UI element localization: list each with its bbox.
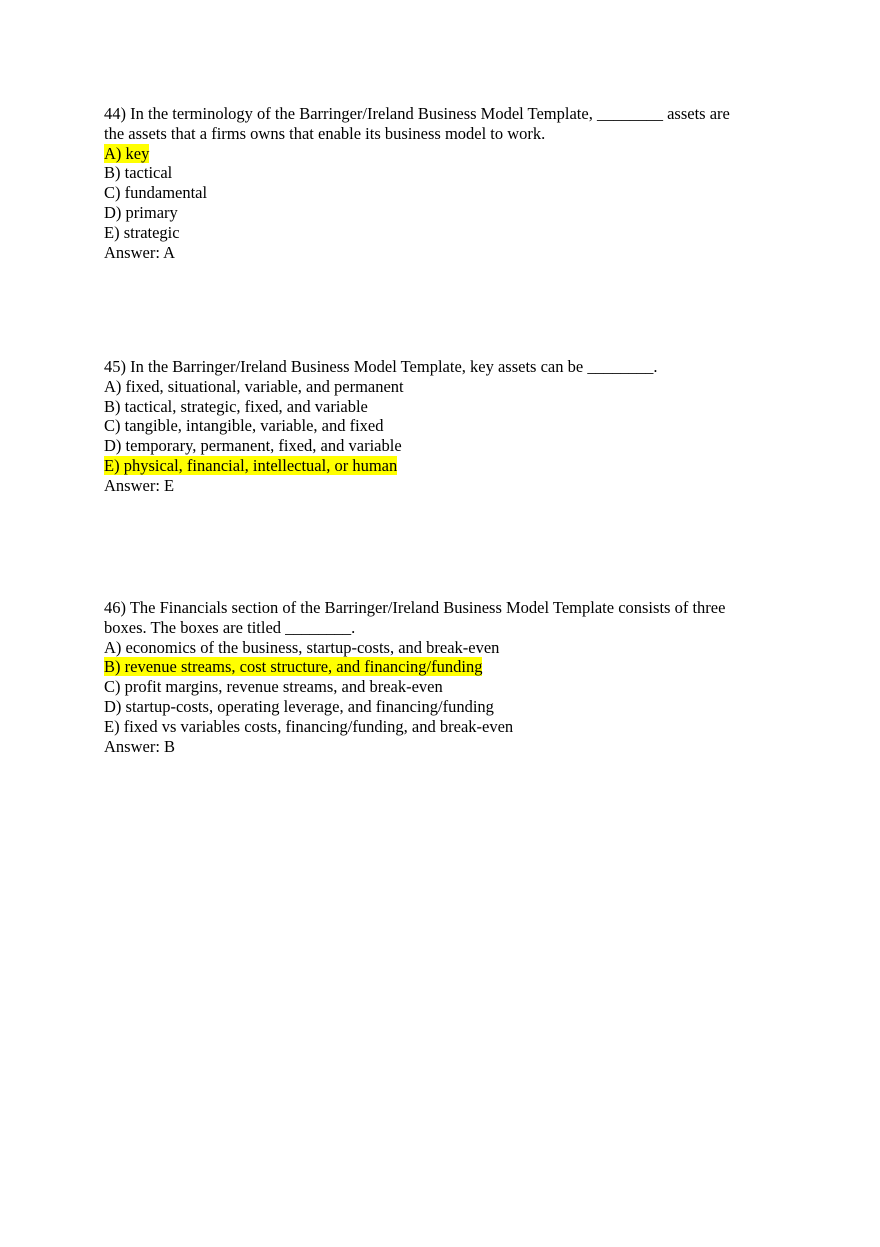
option-a: [104, 144, 784, 164]
question-44: [104, 104, 784, 262]
answer-line: Answer: A: [104, 242, 176, 262]
option-c: C) fundamental: [104, 183, 208, 203]
highlighted-answer: E) physical, financial, intellectual, or human: [104, 455, 398, 475]
highlighted-answer: B) revenue streams, cost structure, and financing/funding: [104, 657, 483, 677]
question-stem-line: the assets that a firms owns that enable its business model to work.: [104, 123, 546, 143]
option-d: D) primary: [104, 202, 178, 222]
option-d: D) temporary, permanent, fixed, and variable: [104, 436, 402, 456]
option-c: C) tangible, intangible, variable, and fixed: [104, 416, 384, 436]
question-46: [104, 598, 784, 756]
question-stem-line: boxes. The boxes are titled ________.: [104, 617, 356, 637]
option-e: E) fixed vs variables costs, financing/funding, and break-even: [104, 716, 514, 736]
question-45: [104, 357, 784, 496]
answer-line: Answer: B: [104, 736, 176, 756]
question-stem-line: 45) In the Barringer/Ireland Business Model Template, key assets can be ________.: [104, 357, 658, 376]
highlighted-answer: A) key: [104, 143, 150, 163]
option-b: [104, 657, 784, 677]
option-b: B) tactical: [104, 163, 173, 183]
option-b: B) tactical, strategic, fixed, and variable: [104, 396, 368, 416]
option-e: [104, 456, 784, 476]
answer-line: Answer: E: [104, 475, 175, 495]
option-d: D) startup-costs, operating leverage, and financing/funding: [104, 696, 494, 716]
option-e: E) strategic: [104, 222, 180, 242]
option-a: A) fixed, situational, variable, and permanent: [104, 376, 404, 396]
question-stem-line: 44) In the terminology of the Barringer/Ireland Business Model Template, ________ assets are: [104, 104, 730, 123]
option-a: A) economics of the business, startup-costs, and break-even: [104, 637, 500, 657]
question-stem-line: 46) The Financials section of the Barringer/Ireland Business Model Template consists of three: [104, 598, 726, 617]
option-c: C) profit margins, revenue streams, and break-even: [104, 677, 443, 697]
